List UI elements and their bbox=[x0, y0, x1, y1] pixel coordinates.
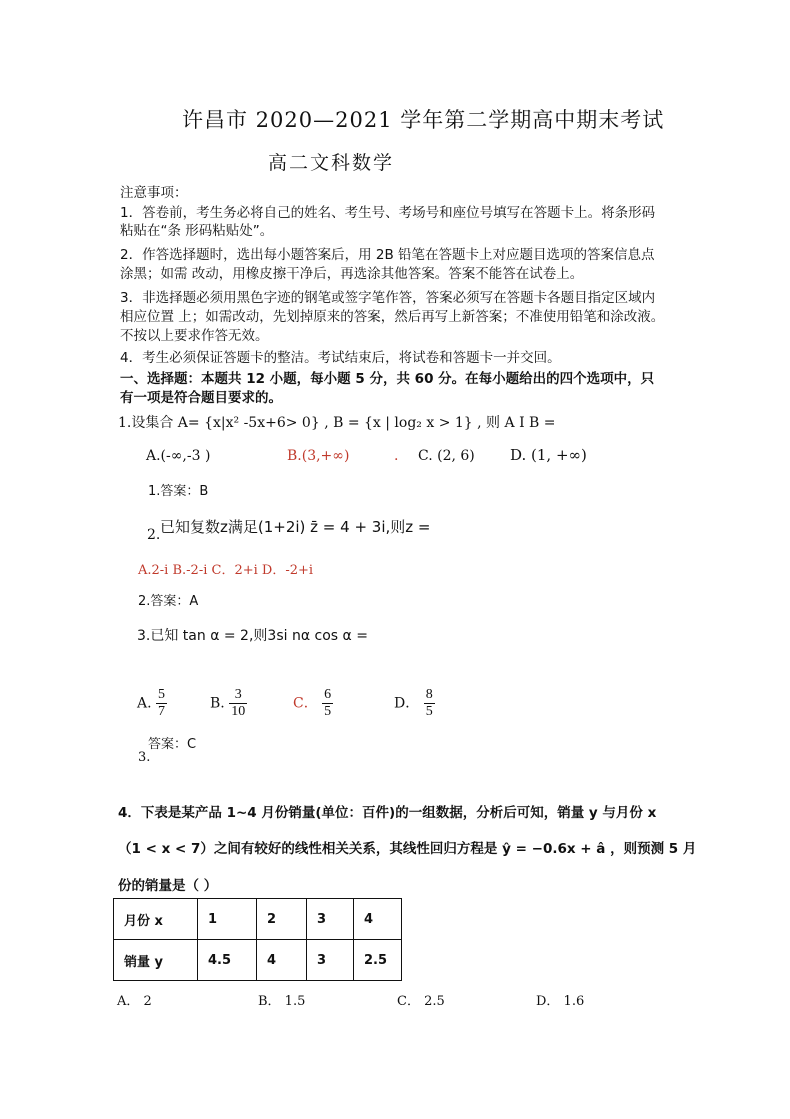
q4-option-a: A． 2 bbox=[117, 994, 152, 1009]
q3-option-c-den: 5 bbox=[324, 704, 332, 719]
q3-option-a-label: A. bbox=[137, 695, 152, 712]
notice-line: 3．非选择题必须用黑色字迹的钢笔或签字笔作答，答案必须写在答题卡各题目指定区域内 bbox=[120, 290, 656, 306]
q4-stem-line3: 份的销量是（ ） bbox=[118, 878, 218, 894]
q1-option-d: D. (1, +∞) bbox=[510, 446, 587, 464]
q3-option-d-label: D． bbox=[394, 695, 420, 712]
q3-option-a-num: 5 bbox=[158, 687, 166, 702]
q3-option-b-num: 3 bbox=[229, 687, 247, 704]
q4-stem-line2: （1 < x < 7）之间有较好的线性相关关系，其线性回归方程是 ŷ = −0.6x + â ，则预测 5 月 bbox=[118, 841, 697, 857]
q3-answer: 答案：C bbox=[148, 737, 197, 752]
q3-option-c-label: C． bbox=[293, 695, 318, 712]
q3-option-a-den: 7 bbox=[158, 704, 166, 719]
q4-stem-line1: 4．下表是某产品 1~4 月份销量(单位：百件)的一组数据，分析后可知，销量 y 与月份 x bbox=[118, 805, 657, 821]
q3-option-d bbox=[394, 687, 435, 720]
notice-line: 涂黑；如需 改动，用橡皮擦干净后，再选涂其他答案。答案不能答在试卷上。 bbox=[120, 266, 584, 282]
q1-stem: 1.设集合 A= {x|x² -5x+6> 0} , B = {x | log₂ x > 1} , 则 A I B = bbox=[118, 415, 556, 431]
table-cell: 4 bbox=[257, 940, 307, 981]
q2-answer: 2.答案：A bbox=[138, 594, 199, 609]
q1-answer: 1.答案：B bbox=[148, 484, 209, 499]
q3-option-d-den: 5 bbox=[425, 704, 433, 719]
q3-option-b-label: B. bbox=[210, 695, 225, 712]
table-cell: 3 bbox=[307, 899, 354, 940]
table-cell: 4.5 bbox=[198, 940, 257, 981]
q3-option-d-num: 8 bbox=[425, 687, 433, 702]
table-row bbox=[114, 899, 402, 940]
notice-line: 粘贴在“条 形码粘贴处”。 bbox=[120, 223, 274, 239]
q1-option-a: A.(-∞,-3 ) bbox=[146, 448, 211, 464]
table-cell: 2 bbox=[257, 899, 307, 940]
q3-option-a bbox=[137, 687, 167, 720]
q4-option-d: D． 1.6 bbox=[536, 994, 585, 1009]
exam-subtitle: 高二文科数学 bbox=[268, 152, 395, 174]
table-cell: 4 bbox=[354, 899, 402, 940]
exam-title: 许昌市 2020—2021 学年第二学期高中期末考试 bbox=[182, 108, 665, 132]
table-cell: 1 bbox=[198, 899, 257, 940]
table-header-cell: 月份 x bbox=[114, 899, 198, 940]
q4-option-c: C． 2.5 bbox=[397, 994, 445, 1009]
q1-option-b: B.(3,+∞) bbox=[287, 448, 350, 464]
q3-option-c-num: 6 bbox=[324, 687, 332, 702]
q3-option-c bbox=[293, 687, 333, 720]
q2-number: 2. bbox=[147, 527, 161, 543]
notice-line: 1．答卷前，考生务必将自己的姓名、考生号、考场号和座位号填写在答题卡上。将条形码 bbox=[120, 205, 656, 221]
q3-option-b-den: 10 bbox=[231, 704, 246, 719]
section-heading: 一、选择题：本题共 12 小题，每小题 5 分，共 60 分。在每小题给出的四个选项中，只 bbox=[120, 371, 655, 387]
q4-option-b: B． 1.5 bbox=[258, 994, 306, 1009]
q3-number: 3. bbox=[138, 750, 151, 765]
notice-line: 4．考生必须保证答题卡的整洁。考试结束后，将试卷和答题卡一并交回。 bbox=[120, 350, 561, 366]
q3-stem: 3.已知 tan α = 2,则3si nα cos α = bbox=[137, 628, 368, 644]
q3-option-c-fraction bbox=[322, 687, 333, 720]
notice-line: 相应位置 上；如需改动，先划掉原来的答案，然后再写上新答案；不准使用铅笔和涂改液。 bbox=[120, 309, 665, 325]
table-cell: 2.5 bbox=[354, 940, 402, 981]
q2-stem: 已知复数z满足(1+2i) z̄ = 4 + 3i,则z = bbox=[160, 518, 431, 536]
notice-line: 不按以上要求作答无效。 bbox=[120, 328, 269, 344]
q3-option-b bbox=[210, 687, 247, 720]
q3-option-a-fraction bbox=[156, 687, 167, 720]
table-header-cell: 销量 y bbox=[114, 940, 198, 981]
q2-options: A.2-i B.-2-i C．2+i D．-2+i bbox=[138, 563, 314, 578]
table-cell: 3 bbox=[307, 940, 354, 981]
q3-option-d-fraction bbox=[424, 687, 435, 720]
q1-dot: . bbox=[394, 448, 399, 464]
notice-line: 2．作答选择题时，选出每小题答案后，用 2B 铅笔在答题卡上对应题目选项的答案信息点 bbox=[120, 247, 655, 263]
q3-option-b-fraction bbox=[229, 687, 247, 720]
q4-data-table bbox=[113, 898, 402, 981]
notice-heading: 注意事项： bbox=[120, 185, 188, 201]
section-heading-cont: 有一项是符合题目要求的。 bbox=[120, 390, 282, 406]
q1-option-c: C. (2, 6) bbox=[418, 448, 475, 464]
table-row bbox=[114, 940, 402, 981]
